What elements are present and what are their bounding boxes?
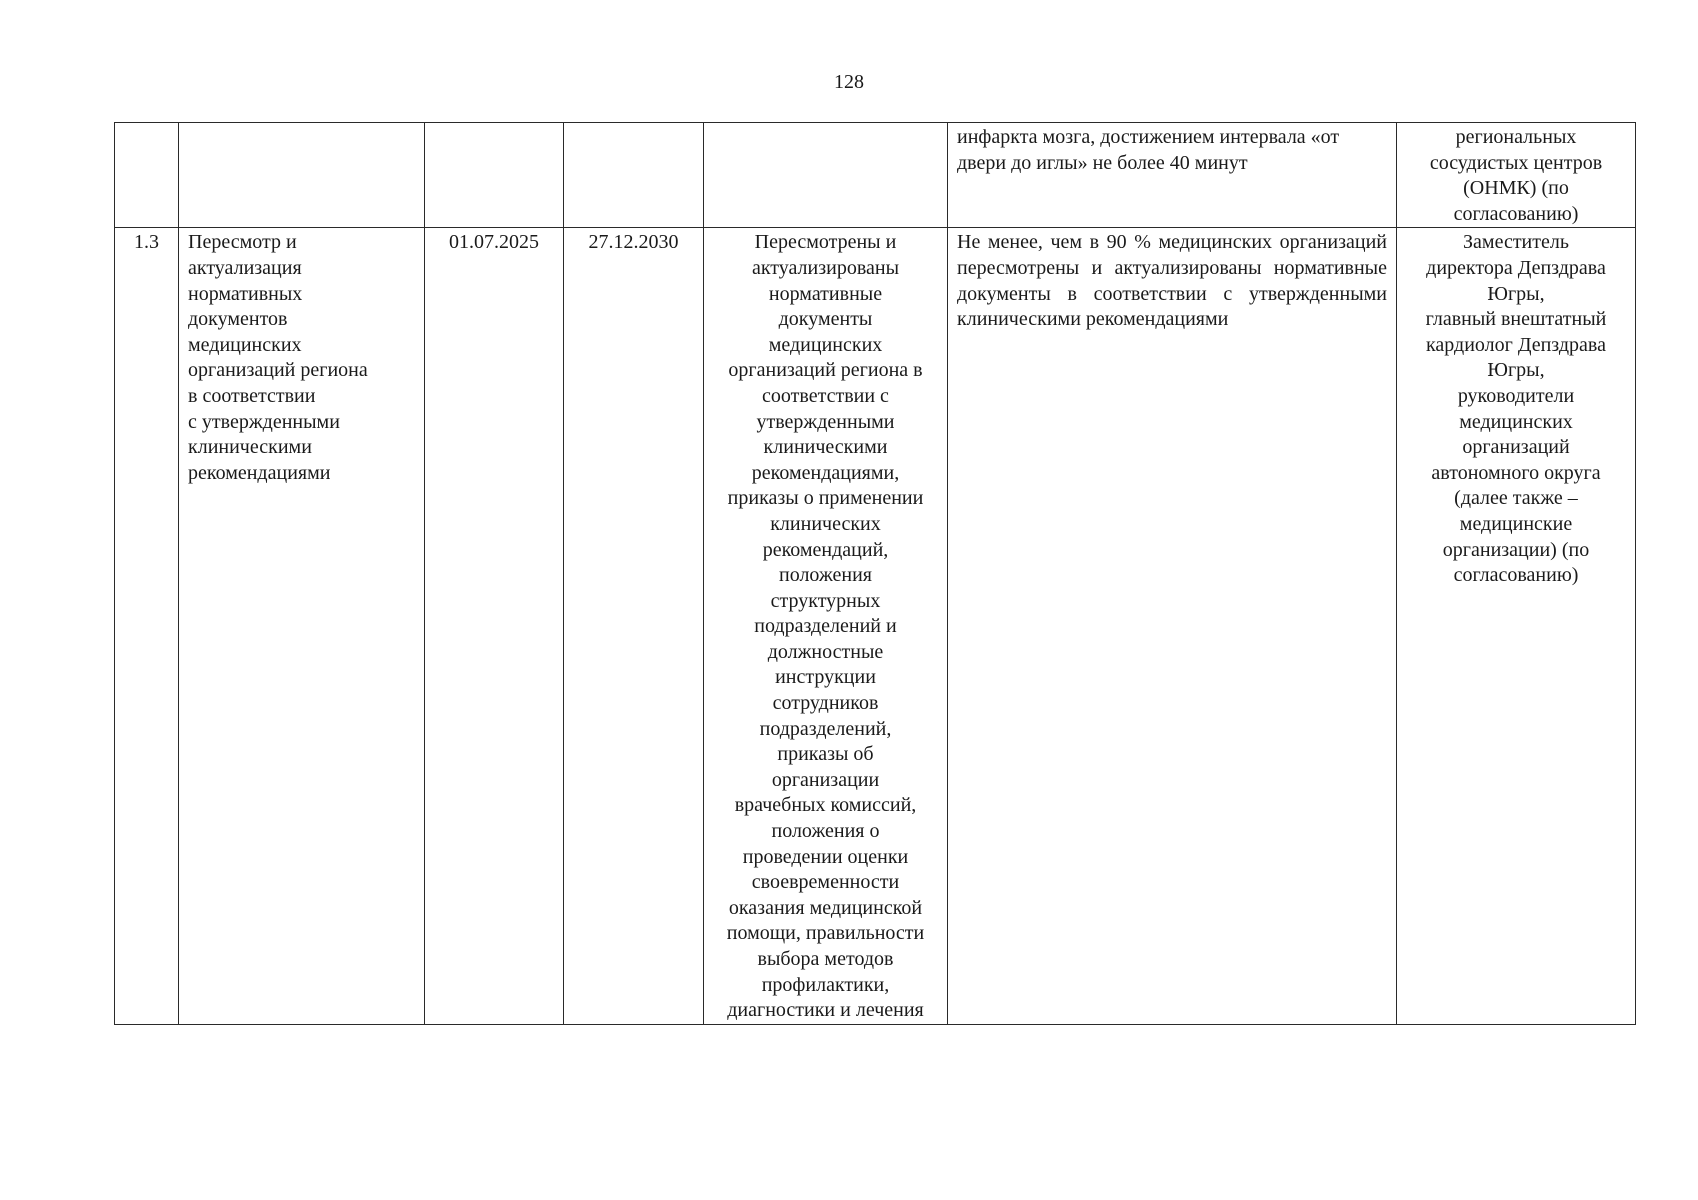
cell-responsible: региональных сосудистых центров (ОНМК) (по согласованию) — [1397, 123, 1636, 228]
cell-result: Пересмотрены и актуализированы нормативные документы медицинских организаций региона в соответствии с утвержденными клиническими рекомендациями, приказы о применении клинических рекомендаций, положения структурных подразделений и должностные инструкции сотрудников подразделений, приказы об организации врачебных комиссий, положения о проведении оценки своевременности оказания медицинской помощи, правильности выбора методов профилактики, диагностики и лечения — [704, 228, 948, 1024]
cell-start-date: 01.07.2025 — [425, 228, 564, 1024]
table-row-1-3 — [115, 228, 1636, 1024]
cell-end-date: 27.12.2030 — [564, 228, 704, 1024]
indicator-text: Не менее, чем в 90 % медицинских организаций пересмотрены и актуализированы нормативные документы в соответствии с утвержденными клиническими рекомендациями — [957, 231, 1387, 331]
cell-result — [704, 123, 948, 228]
cell-name — [179, 123, 425, 228]
cell-num: 1.3 — [115, 228, 179, 1024]
cell-end-date — [564, 123, 704, 228]
table-row-continuation — [115, 123, 1636, 228]
measures-table — [114, 122, 1636, 1025]
cell-responsible: Заместитель директора Депздрава Югры, главный внештатный кардиолог Депздрава Югры, руководители медицинских организаций автономного округа (далее также – медицинские организации) (по согласованию) — [1397, 228, 1636, 1024]
cell-indicator — [948, 228, 1397, 1024]
page-number: 128 — [834, 71, 864, 93]
cell-start-date — [425, 123, 564, 228]
cell-name: Пересмотр и актуализация нормативных документов медицинских организаций региона в соответствии с утвержденными клиническими рекомендациями — [179, 228, 425, 1024]
cell-indicator: инфаркта мозга, достижением интервала «от двери до иглы» не более 40 минут — [948, 123, 1397, 228]
cell-num — [115, 123, 179, 228]
